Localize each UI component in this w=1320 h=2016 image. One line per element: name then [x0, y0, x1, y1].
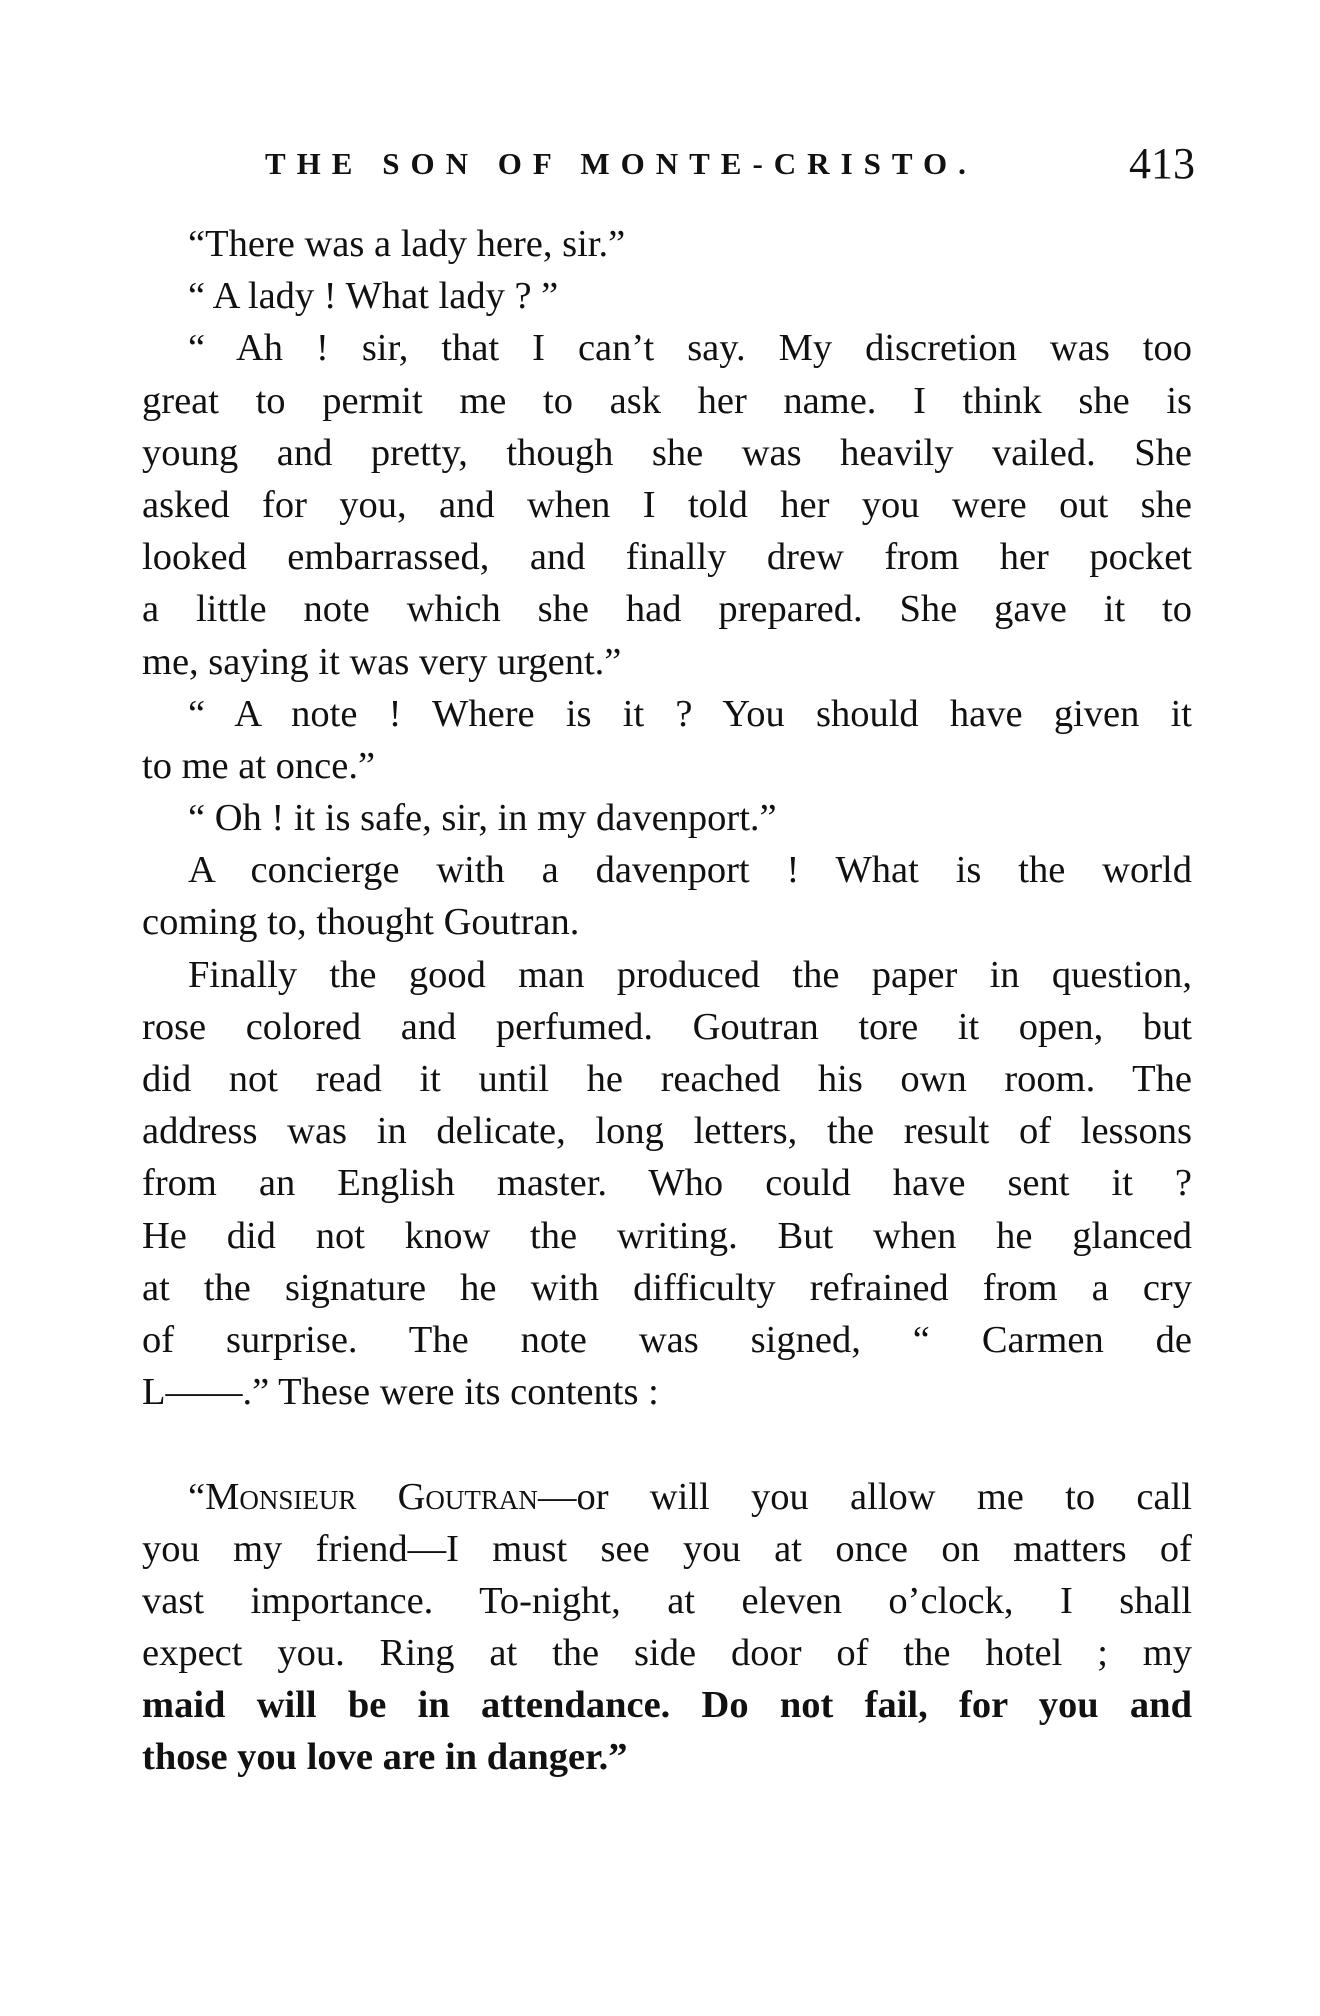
text-line: expect you. Ring at the side door of the hotel ; my — [142, 1632, 1192, 1675]
text-line: asked for you, and when I told her you were out she — [142, 483, 1192, 526]
text-line: a little note which she had prepared. She gave it to — [142, 588, 1192, 631]
text-line: “ Oh ! it is safe, sir, in my davenport.” — [188, 797, 777, 840]
text-line: L——.” These were its contents : — [142, 1371, 659, 1414]
paragraph-gap — [142, 1418, 1192, 1470]
text-line: A concierge with a davenport ! What is the world — [188, 849, 1192, 892]
text-line: “There was a lady here, sir.” — [188, 223, 626, 265]
text-line: “ A note ! Where is it ? You should have given it — [188, 692, 1192, 735]
running-header — [265, 138, 1195, 198]
page-number: 413 — [1129, 139, 1195, 188]
text-line: you my friend—I must see you at once on matters of — [142, 1527, 1192, 1570]
letter-opening-quote: “ — [188, 1475, 206, 1518]
running-title: THE SON OF MONTE-CRISTO. — [265, 146, 977, 181]
text-line: coming to, thought Goutran. — [142, 901, 580, 944]
text-line: rose colored and perfumed. Goutran tore it open, but — [142, 1005, 1192, 1048]
text-line: Finally the good man produced the paper in question, — [188, 953, 1192, 996]
text-line: “ Ah ! sir, that I can’t say. My discretion was too — [188, 327, 1192, 370]
letter-salutation: Monsieur Goutran — [205, 1475, 538, 1518]
text-line: He did not know the writing. But when he glanced — [142, 1214, 1192, 1257]
text-line: at the signature he with difficulty refrained from a cry — [142, 1266, 1192, 1309]
text-line: address was in delicate, long letters, the result of lessons — [142, 1110, 1192, 1153]
text-line: to me at once.” — [142, 744, 376, 787]
text-line: did not read it until he reached his own room. The — [142, 1058, 1192, 1100]
letter-opening-line — [142, 1471, 1192, 1523]
text-line: great to permit me to ask her name. I think she is — [142, 379, 1192, 422]
body-text — [142, 218, 1192, 1784]
text-line: from an English master. Who could have sent it ? — [142, 1162, 1192, 1205]
text-line: those you love are in danger.” — [142, 1736, 628, 1779]
text-line: looked embarrassed, and finally drew from her pocket — [142, 536, 1192, 579]
text-line: vast importance. To-night, at eleven o’clock, I shall — [142, 1579, 1192, 1622]
text-line: maid will be in attendance. Do not fail, for you and — [142, 1684, 1192, 1727]
text-line: “ A lady ! What lady ? ” — [188, 275, 559, 318]
text-line: of surprise. The note was signed, “ Carmen de — [142, 1318, 1192, 1361]
letter-opening-rest: —or will you allow me to call — [537, 1475, 1192, 1518]
text-line: me, saying it was very urgent.” — [142, 640, 622, 683]
text-line: young and pretty, though she was heavily vailed. She — [142, 431, 1192, 474]
